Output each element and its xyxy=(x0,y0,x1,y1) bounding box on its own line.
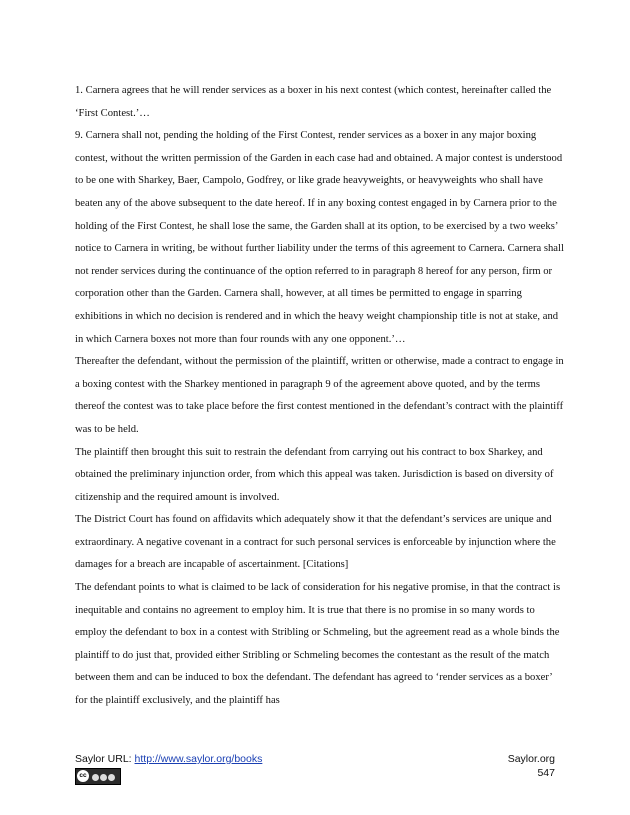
footer-source-link[interactable]: http://www.saylor.org/books xyxy=(134,753,263,765)
paragraph-plaintiff-suit: The plaintiff then brought this suit to restrain the defendant from carrying out his contract to box Sharkey, and obtained the preliminary injunction order, from which this appeal was taken. Jurisdiction is based on diversity of citizenship and the required amount is involved. xyxy=(75,446,554,503)
footer-page-number: 547 xyxy=(537,767,555,779)
footer-source-label: Saylor URL: xyxy=(75,753,135,765)
footer-publisher xyxy=(508,752,555,780)
footer-source xyxy=(75,752,262,789)
paragraph-district-court-finding: The District Court has found on affidavits which adequately show it that the defendant’s services are unique and extraordinary. A negative covenant in a contract for such personal services is enforceable by injunction where the damages for a breach are incapable of ascertainment. [Citations] xyxy=(75,514,556,571)
license-terms-icons xyxy=(92,771,117,781)
footer-publisher-name: Saylor.org xyxy=(507,753,555,765)
paragraph-contract-clause-1: 1. Carnera agrees that he will render services as a boxer in his next contest (which contest, hereinafter called the ‘First Contest.’… xyxy=(75,85,552,119)
paragraph-contract-clause-9: 9. Carnera shall not, pending the holding of the First Contest, render services as a boxer in any major boxing contest, without the written permission of the Garden in each case had and obtained. A major contest is understood to be one with Sharkey, Baer, Campolo, Godfrey, or like grade heavyweights, or heavyweights who shall have beaten any of the above subsequent to the date hereof. If in any boxing contest engaged in by Carnera prior to the holding of the First Contest, he shall lose the same, the Garden shall at its option, to be exercised by a two weeks’ notice to Carnera in writing, be without further liability under the terms of this agreement to Carnera. Carnera shall not render services during the continuance of the option referred to in paragraph 8 hereof for any person, firm or corporation other than the Garden. Carnera shall, however, at all times be permitted to engage in sparring exhibitions in which no decision is rendered and in which the heavy weight championship title is not at stake, and in which Carnera boxes not more than four rounds with any one opponent.’… xyxy=(75,130,564,345)
paragraph-consideration-argument: The defendant points to what is claimed to be lack of consideration for his negative promise, in that the contract is inequitable and contains no agreement to employ him. It is true that there is no promise in so many words to employ the defendant to box in a contest with Stribling or Schmeling, but the agreement read as a whole binds the plaintiff to do just that, provided either Stribling or Schmeling becomes the contestant as the result of the match between them and can be induced to box the defendant. The defendant has agreed to ‘render services as a boxer’ for the plaintiff exclusively, and the plaintiff has xyxy=(75,582,561,707)
cc-logo-icon: cc xyxy=(77,770,89,782)
paragraph-defendant-sharkey-contract: Thereafter the defendant, without the permission of the plaintiff, written or otherwise, made a contract to engage in a boxing contest with the Sharkey mentioned in paragraph 9 of the agreement above quoted, and by the terms thereof the contest was to take place before the first contest mentioned in the defendant’s contract with the plaintiff was to be held. xyxy=(75,356,564,435)
footer-source-line xyxy=(75,752,262,766)
page-body xyxy=(75,80,565,713)
creative-commons-license-icon xyxy=(75,768,121,785)
